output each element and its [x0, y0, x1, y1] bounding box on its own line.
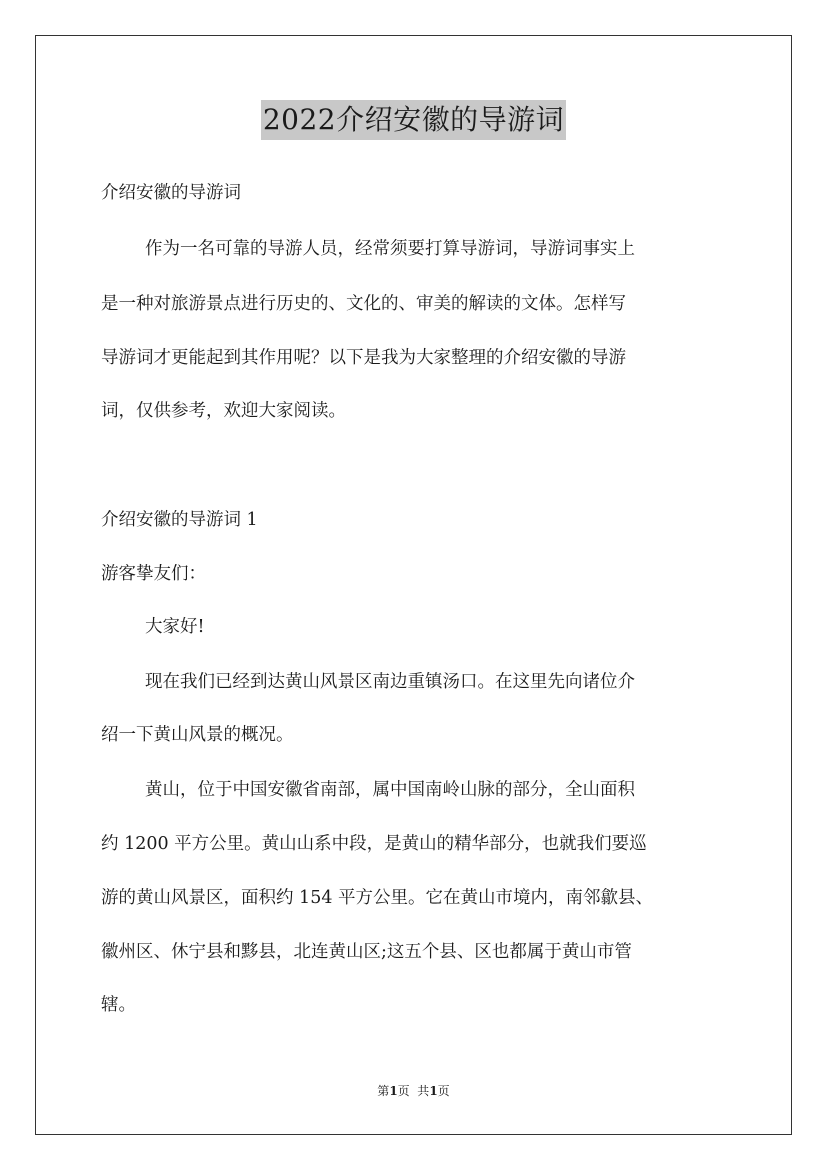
footer-page-mid: 页 共: [397, 1084, 430, 1098]
footer-page-total: 1: [429, 1084, 438, 1098]
document-title: 2022介绍安徽的导游词: [261, 100, 566, 140]
para2-line-1: 黄山，位于中国安徽省南部，属中国南岭山脉的部分，全山面积: [145, 780, 635, 800]
footer-page-current: 1: [389, 1084, 398, 1098]
para1-line-1: 现在我们已经到达黄山风景区南边重镇汤口。在这里先向诸位介: [145, 672, 635, 692]
section-heading: 介绍安徽的导游词 1: [101, 510, 258, 530]
para2-line-5: 辖。: [101, 995, 136, 1015]
document-subtitle: 介绍安徽的导游词: [101, 183, 241, 203]
greeting: 大家好!: [145, 617, 205, 637]
intro-line-4: 词，仅供参考，欢迎大家阅读。: [101, 401, 346, 421]
intro-line-2: 是一种对旅游景点进行历史的、文化的、审美的解读的文体。怎样写: [101, 294, 626, 314]
page-footer: [0, 1083, 827, 1099]
intro-line-1: 作为一名可靠的导游人员，经常须要打算导游词，导游词事实上: [145, 239, 635, 259]
para2-line-3: 游的黄山风景区，面积约 154 平方公里。它在黄山市境内，南邻歙县、: [101, 888, 654, 908]
title-container: [0, 100, 827, 140]
footer-page-prefix: 第: [377, 1084, 390, 1098]
footer-page-suffix: 页: [437, 1084, 450, 1098]
para2-line-4: 徽州区、休宁县和黟县，北连黄山区;这五个县、区也都属于黄山市管: [101, 942, 632, 962]
para1-line-2: 绍一下黄山风景的概况。: [101, 725, 294, 745]
salutation: 游客挚友们：: [101, 564, 206, 584]
para2-line-2: 约 1200 平方公里。黄山山系中段，是黄山的精华部分，也就我们要巡: [101, 834, 647, 854]
intro-line-3: 导游词才更能起到其作用呢？以下是我为大家整理的介绍安徽的导游: [101, 348, 626, 368]
